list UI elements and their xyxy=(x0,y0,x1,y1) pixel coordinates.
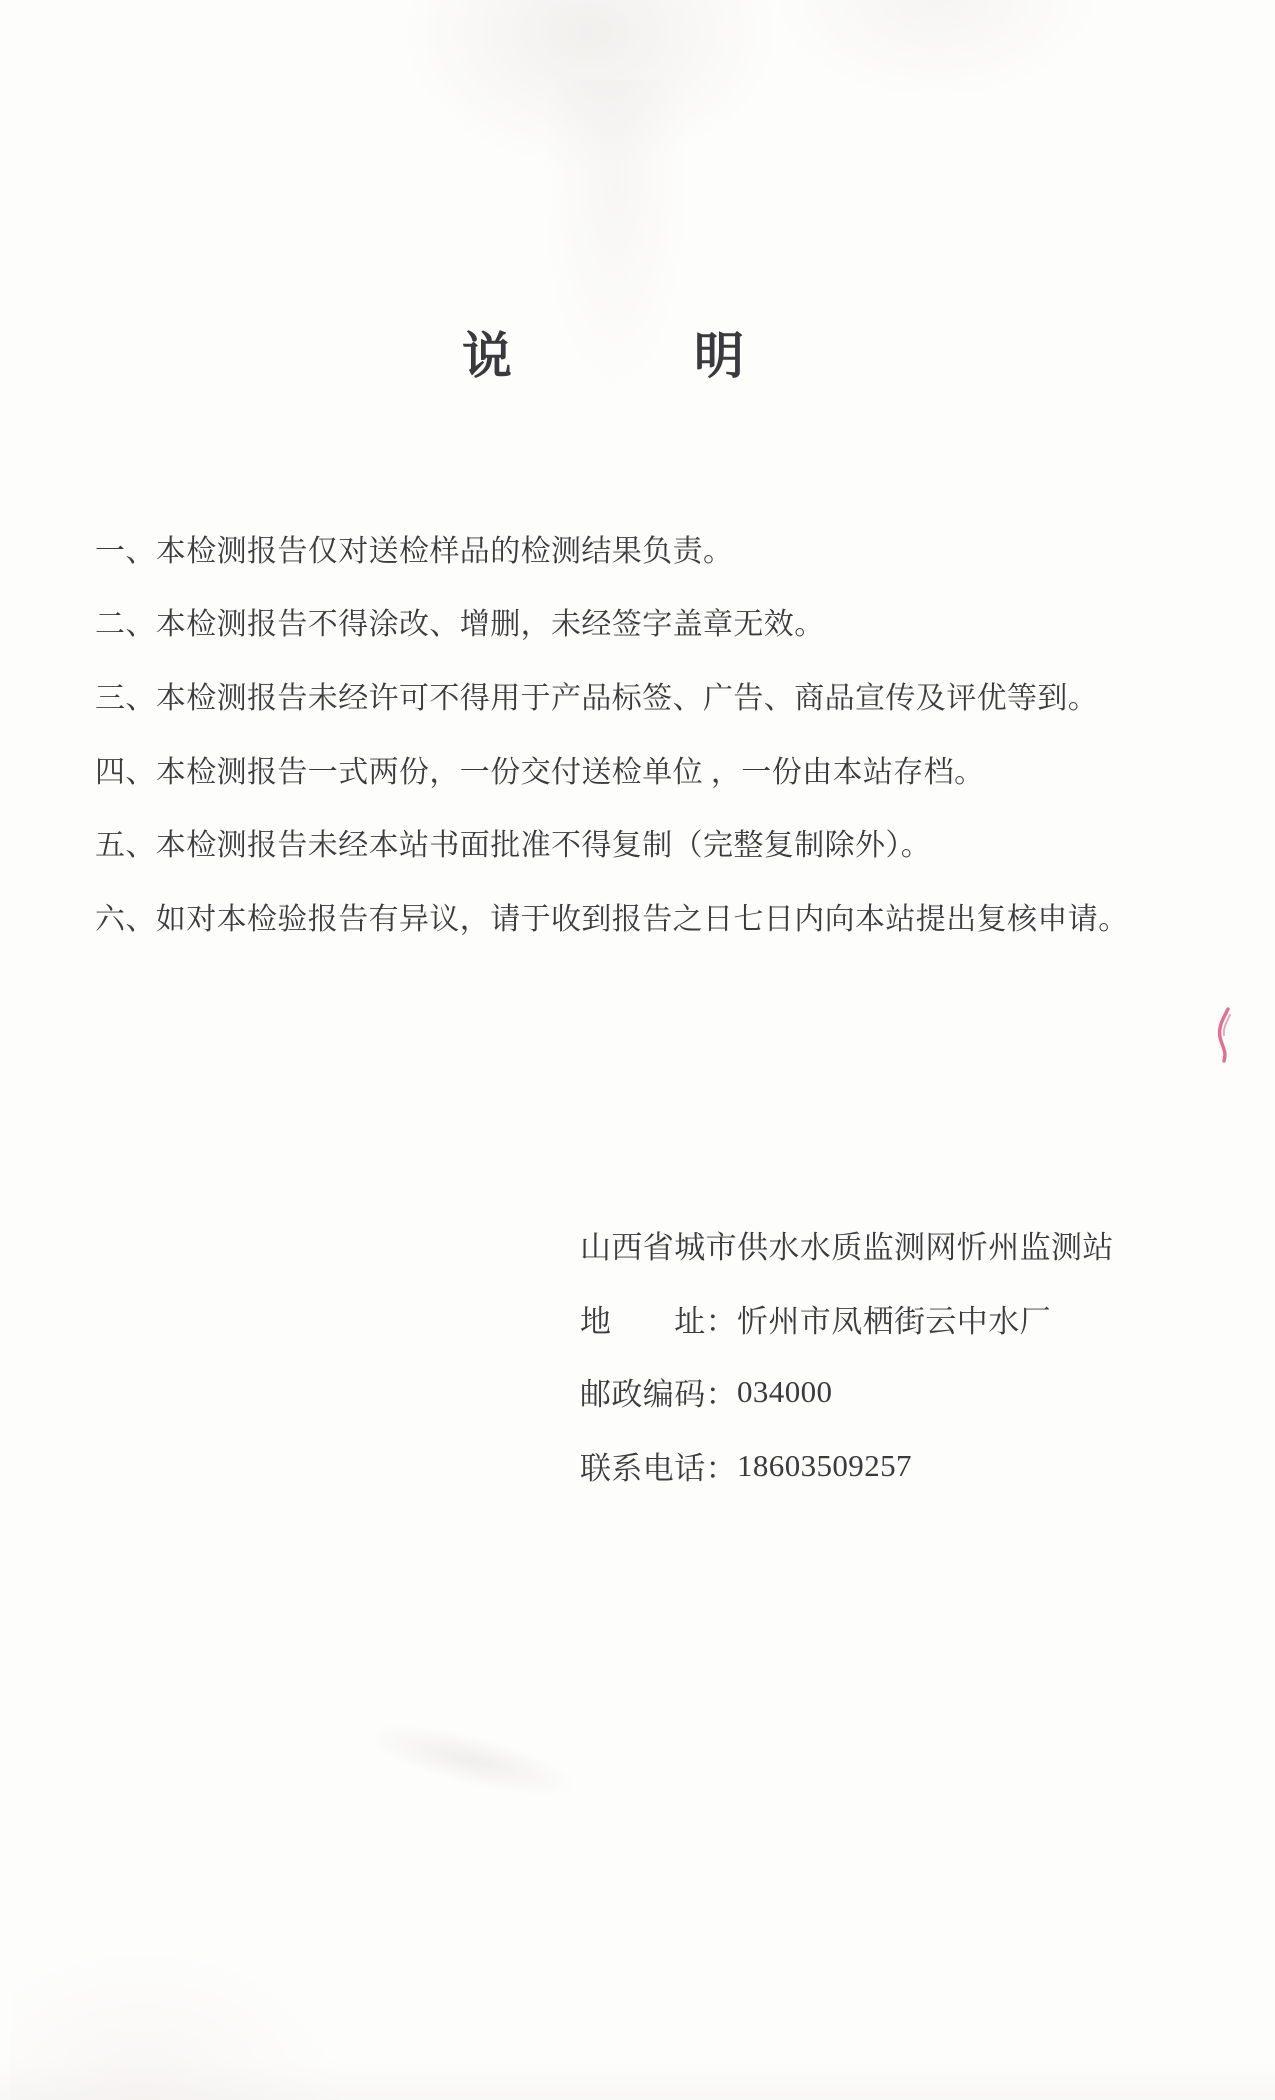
issuer-address-value: 忻州市凤栖街云中水厂 xyxy=(737,1303,1051,1339)
issuer-phone-label: 联系电话： xyxy=(580,1451,737,1487)
page-title xyxy=(462,316,744,388)
issuer-block xyxy=(580,1208,1114,1502)
notes-list xyxy=(95,511,1215,953)
issuer-address xyxy=(580,1282,1114,1356)
red-ink-mark xyxy=(1212,1006,1238,1064)
note-line: 五、本检测报告未经本站书面批准不得复制（完整复制除外）。 xyxy=(95,829,932,863)
scan-artifact xyxy=(400,0,780,170)
scan-artifact xyxy=(10,1950,340,2100)
scan-artifact xyxy=(0,2060,1275,2100)
issuer-postal-label: 邮政编码： xyxy=(580,1377,737,1413)
scan-artifact xyxy=(770,0,1100,100)
issuer-phone xyxy=(580,1429,1114,1503)
note-line: 四、本检测报告一式两份，一份交付送检单位 ，一份由本站存档。 xyxy=(95,755,985,789)
scan-artifact xyxy=(357,1709,583,1811)
note-line: 六、如对本检验报告有异议，请于收到报告之日七日内向本站提出复核申请。 xyxy=(95,902,1129,936)
note-line: 三、本检测报告未经许可不得用于产品标签、广告、商品宣传及评优等到。 xyxy=(95,681,1099,715)
issuer-name: 山西省城市供水水质监测网忻州监测站 xyxy=(580,1230,1114,1266)
issuer-postal-value: 034000 xyxy=(737,1373,833,1409)
note-line: 一、本检测报告仅对送检样品的检测结果负责。 xyxy=(95,534,734,568)
page-title-char: 明 xyxy=(694,328,744,384)
note-line: 二、本检测报告不得涂改、增删，未经签字盖章无效。 xyxy=(95,608,825,642)
issuer-postal-code xyxy=(580,1355,1114,1429)
page-title-char: 说 xyxy=(462,328,512,384)
issuer-phone-value: 18603509257 xyxy=(737,1447,912,1483)
issuer-address-label: 地 址： xyxy=(580,1303,737,1339)
